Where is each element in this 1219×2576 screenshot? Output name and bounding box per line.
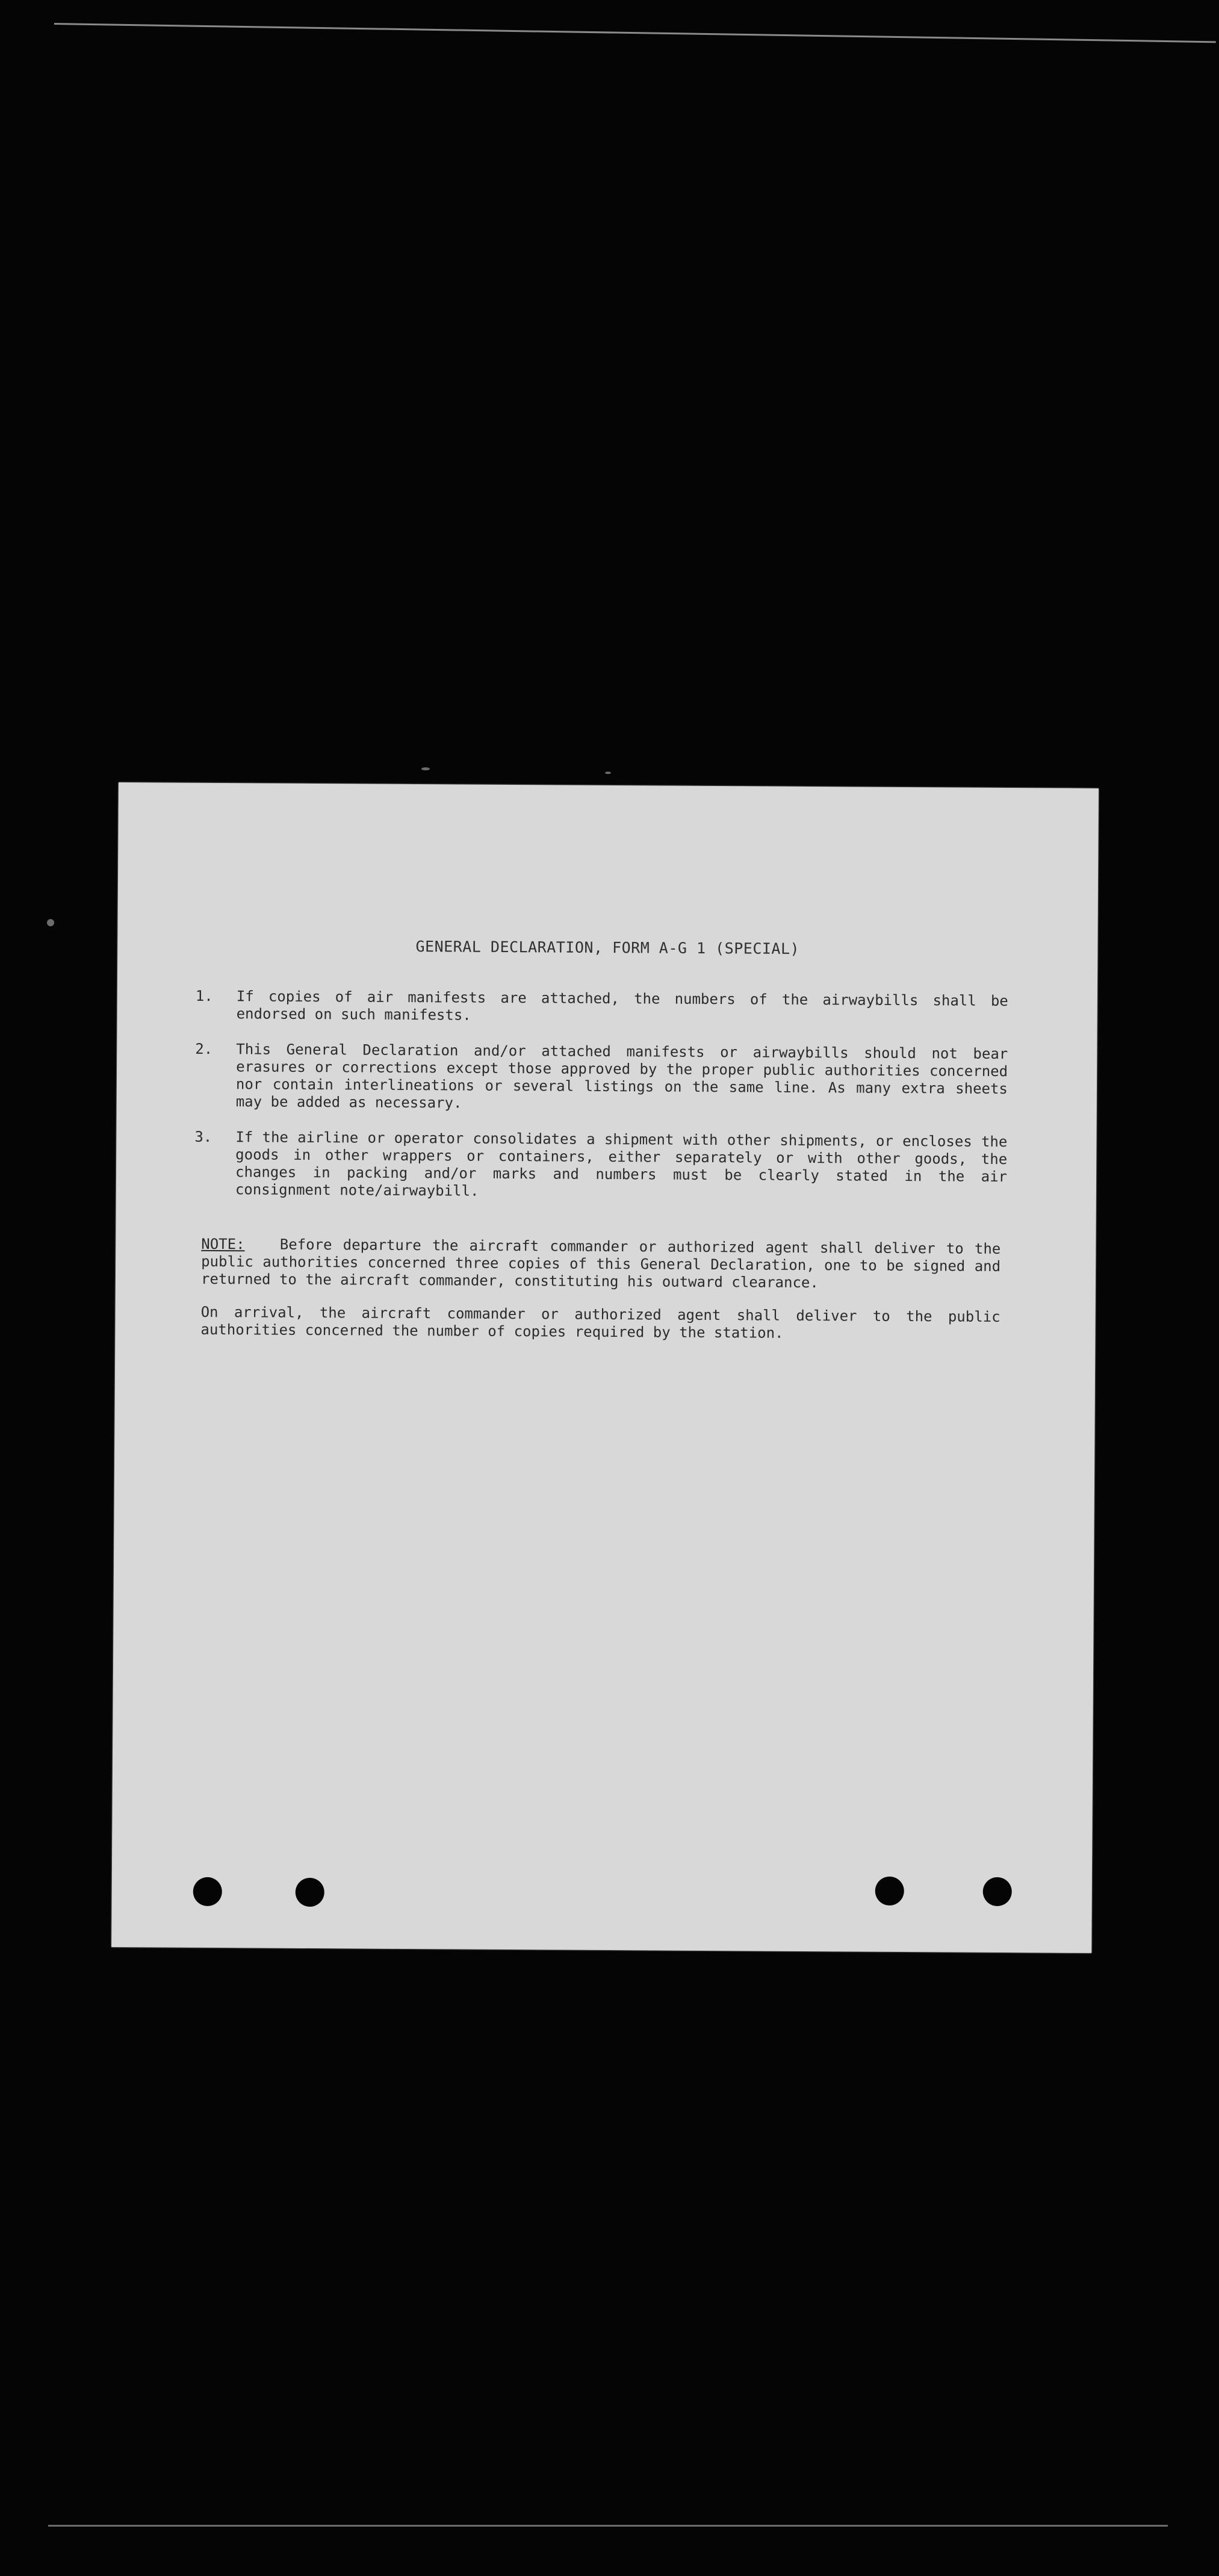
punch-hole — [983, 1877, 1012, 1906]
scan-speck — [605, 772, 611, 774]
clause-item — [196, 988, 1008, 1027]
scan-speck — [47, 919, 54, 926]
clause-text: If the airline or operator consolidates a shipment with other shipments, or encloses the goods in other wrappers or containers, either separately or with other goods, the changes in packing and/or marks and numbers must be clearly stated in the air consignment note/airwaybill. — [235, 1129, 1008, 1200]
clause-item — [195, 1041, 1008, 1115]
document-title: GENERAL DECLARATION, FORM A-G 1 (SPECIAL) — [415, 938, 800, 958]
note-label: NOTE: — [201, 1235, 245, 1253]
note-text: Before departure the aircraft commander or authorized agent shall deliver to the public authorities concerned three copies of this General Declaration, one to be signed and returned to the aircraft commander, constituting his outward clearance. — [200, 1236, 1001, 1292]
clause-number: 2. — [195, 1040, 213, 1057]
clause-list — [194, 988, 1008, 1221]
clause-item — [194, 1129, 1008, 1203]
clause-text: This General Declaration and/or attached manifests or airwaybills should not bear erasures or corrections except those approved by the proper public authorities concerned nor contain interlineations or several listings on the same line. As many extra sheets may be added as necessary. — [235, 1041, 1008, 1112]
punch-hole — [875, 1877, 904, 1906]
punch-hole — [296, 1878, 324, 1907]
clause-text: If copies of air manifests are attached, the numbers of the airwaybills shall be endorsed on such manifests. — [236, 988, 1008, 1024]
scan-speck — [421, 767, 430, 770]
arrival-paragraph: On arrival, the aircraft commander or authorized agent shall deliver to the public authorities concerned the number of copies required by the station. — [200, 1303, 1000, 1342]
clause-number: 3. — [194, 1128, 212, 1145]
clause-number: 1. — [195, 987, 213, 1005]
note-paragraph — [201, 1236, 1001, 1293]
scan-border-bottom — [48, 2525, 1168, 2527]
punch-hole — [193, 1877, 222, 1906]
scan-border-top — [54, 23, 1216, 43]
note-section — [200, 1236, 1000, 1343]
document-page — [111, 782, 1099, 1953]
